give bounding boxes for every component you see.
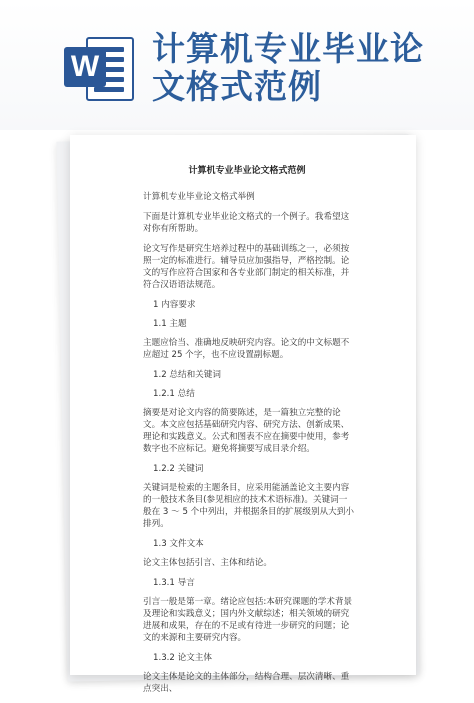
paragraph: 引言一般是第一章。绪论应包括:本研究课题的学术背景及理论和实践意义；国内外文献综述；相关领域的研究进展和成果，存在的不足或有待进一步研究的问题；论文的来源和主要研究内容。 <box>143 597 353 643</box>
section-heading: 1.3 文件文本 <box>153 539 204 549</box>
paragraph: 摘要是对论文内容的简要陈述，是一篇独立完整的论文。本文应包括基础研究内容、研究方法、创新成果、理论和实践意义。公式和图表不应在摘要中使用，参考数字也不应标记。避免将摘要写成目录介绍。 <box>143 408 350 454</box>
paragraph: 下面是计算机专业毕业论文格式的一个例子。我希望这对你有所帮助。 <box>143 212 350 234</box>
word-logo-icon <box>60 33 132 101</box>
logo-letter: W <box>64 47 106 87</box>
banner-headline: 计算机专业毕业论文格式范例 <box>152 29 424 106</box>
paragraph: 论文主体包括引言、主体和结论。 <box>143 558 272 568</box>
document-body <box>143 165 355 703</box>
section-heading: 1 内容要求 <box>153 300 196 310</box>
banner <box>0 0 474 130</box>
section-heading: 1.1 主题 <box>153 319 187 329</box>
document-content <box>143 191 355 695</box>
paragraph: 关键词是检索的主题条目，应采用能涵盖论文主要内容的一般技术条目(参见相应的技术术语标准)。关键词一般在 3 ～ 5 个中列出，并根据条目的扩展级别从大到小排列。 <box>143 483 354 529</box>
section-heading: 1.2.2 关键词 <box>153 464 204 474</box>
paragraph: 计算机专业毕业论文格式举例 <box>143 192 255 202</box>
section-heading: 1.3.2 论文主体 <box>153 653 212 663</box>
paragraph: 论文写作是研究生培养过程中的基础训练之一，必须按照一定的标准进行。辅导员应加强指导，严格控制。论文的写作应符合国家和各专业部门制定的相关标准，并符合汉语语法规范。 <box>143 244 350 290</box>
section-heading: 1.2.1 总结 <box>153 389 195 399</box>
paragraph: 主题应恰当、准确地反映研究内容。论文的中文标题不应超过 25 个字，也不应设置副标题。 <box>143 338 350 360</box>
paragraph: 论文主体是论文的主体部分，结构合理、层次清晰、重点突出、 <box>143 672 350 694</box>
section-heading: 1.2 总结和关键词 <box>153 370 221 380</box>
document-page <box>70 135 416 694</box>
document-title: 计算机专业毕业论文格式范例 <box>188 166 306 176</box>
section-heading: 1.3.1 导言 <box>153 578 195 588</box>
